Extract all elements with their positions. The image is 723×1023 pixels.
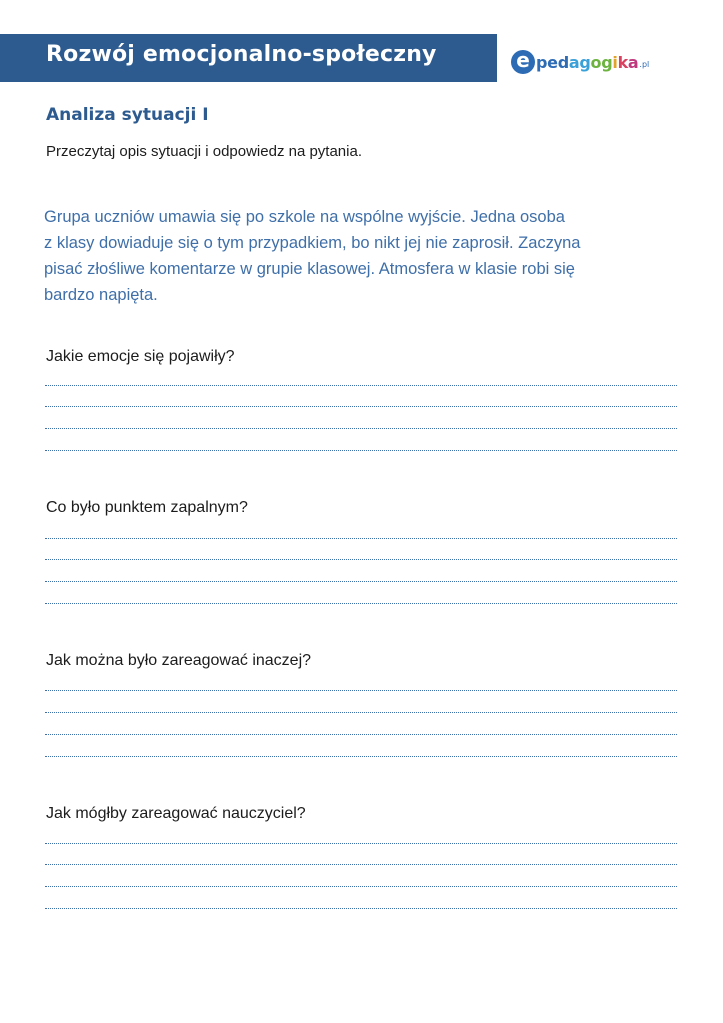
- answer-line[interactable]: [45, 886, 677, 887]
- logo-tld: .pl: [639, 60, 650, 69]
- answer-line[interactable]: [45, 581, 677, 582]
- epedagogika-logo: [511, 44, 649, 74]
- question-2: Co było punktem zapalnym?: [46, 499, 248, 516]
- answer-line[interactable]: [45, 603, 677, 604]
- question-3: Jak można było zareagować inaczej?: [46, 652, 312, 669]
- answer-line[interactable]: [45, 559, 677, 560]
- scenario-line: pisać złośliwe komentarze w grupie klasowej. Atmosfera w klasie robi się: [44, 260, 575, 278]
- answer-line[interactable]: [45, 864, 677, 865]
- logo-letter: k: [617, 53, 628, 72]
- instruction-text: Przeczytaj opis sytuacji i odpowiedz na pytania.: [46, 143, 362, 160]
- logo-letter: d: [557, 53, 569, 72]
- logo-wordmark: [536, 53, 638, 74]
- answer-line[interactable]: [45, 538, 677, 539]
- question-4: Jak mógłby zareagować nauczyciel?: [46, 805, 306, 822]
- logo-letter: e: [547, 53, 558, 72]
- answer-line[interactable]: [45, 428, 677, 429]
- answer-line[interactable]: [45, 908, 677, 909]
- logo-letter: a: [627, 53, 639, 72]
- question-1: Jakie emocje się pojawiły?: [46, 348, 235, 365]
- page-title: Rozwój emocjonalno-społeczny: [46, 42, 437, 67]
- answer-line[interactable]: [45, 712, 677, 713]
- logo-mark: e: [511, 50, 535, 74]
- scenario-line: bardzo napięta.: [44, 286, 158, 304]
- logo-letter: i: [612, 53, 618, 72]
- logo-letter: g: [579, 53, 591, 72]
- answer-line[interactable]: [45, 843, 677, 844]
- section-title: Analiza sytuacji I: [46, 105, 209, 125]
- logo-letter: g: [601, 53, 613, 72]
- logo-letter: p: [536, 53, 548, 72]
- scenario-text: [44, 204, 684, 308]
- answer-line[interactable]: [45, 450, 677, 451]
- answer-line[interactable]: [45, 385, 677, 386]
- scenario-line: z klasy dowiaduje się o tym przypadkiem, bo nikt jej nie zaprosił. Zaczyna: [44, 234, 581, 252]
- logo-letter: a: [568, 53, 580, 72]
- scenario-line: Grupa uczniów umawia się po szkole na wspólne wyjście. Jedna osoba: [44, 208, 565, 226]
- answer-line[interactable]: [45, 756, 677, 757]
- answer-line[interactable]: [45, 690, 677, 691]
- logo-letter: o: [590, 53, 602, 72]
- answer-line[interactable]: [45, 734, 677, 735]
- answer-line[interactable]: [45, 406, 677, 407]
